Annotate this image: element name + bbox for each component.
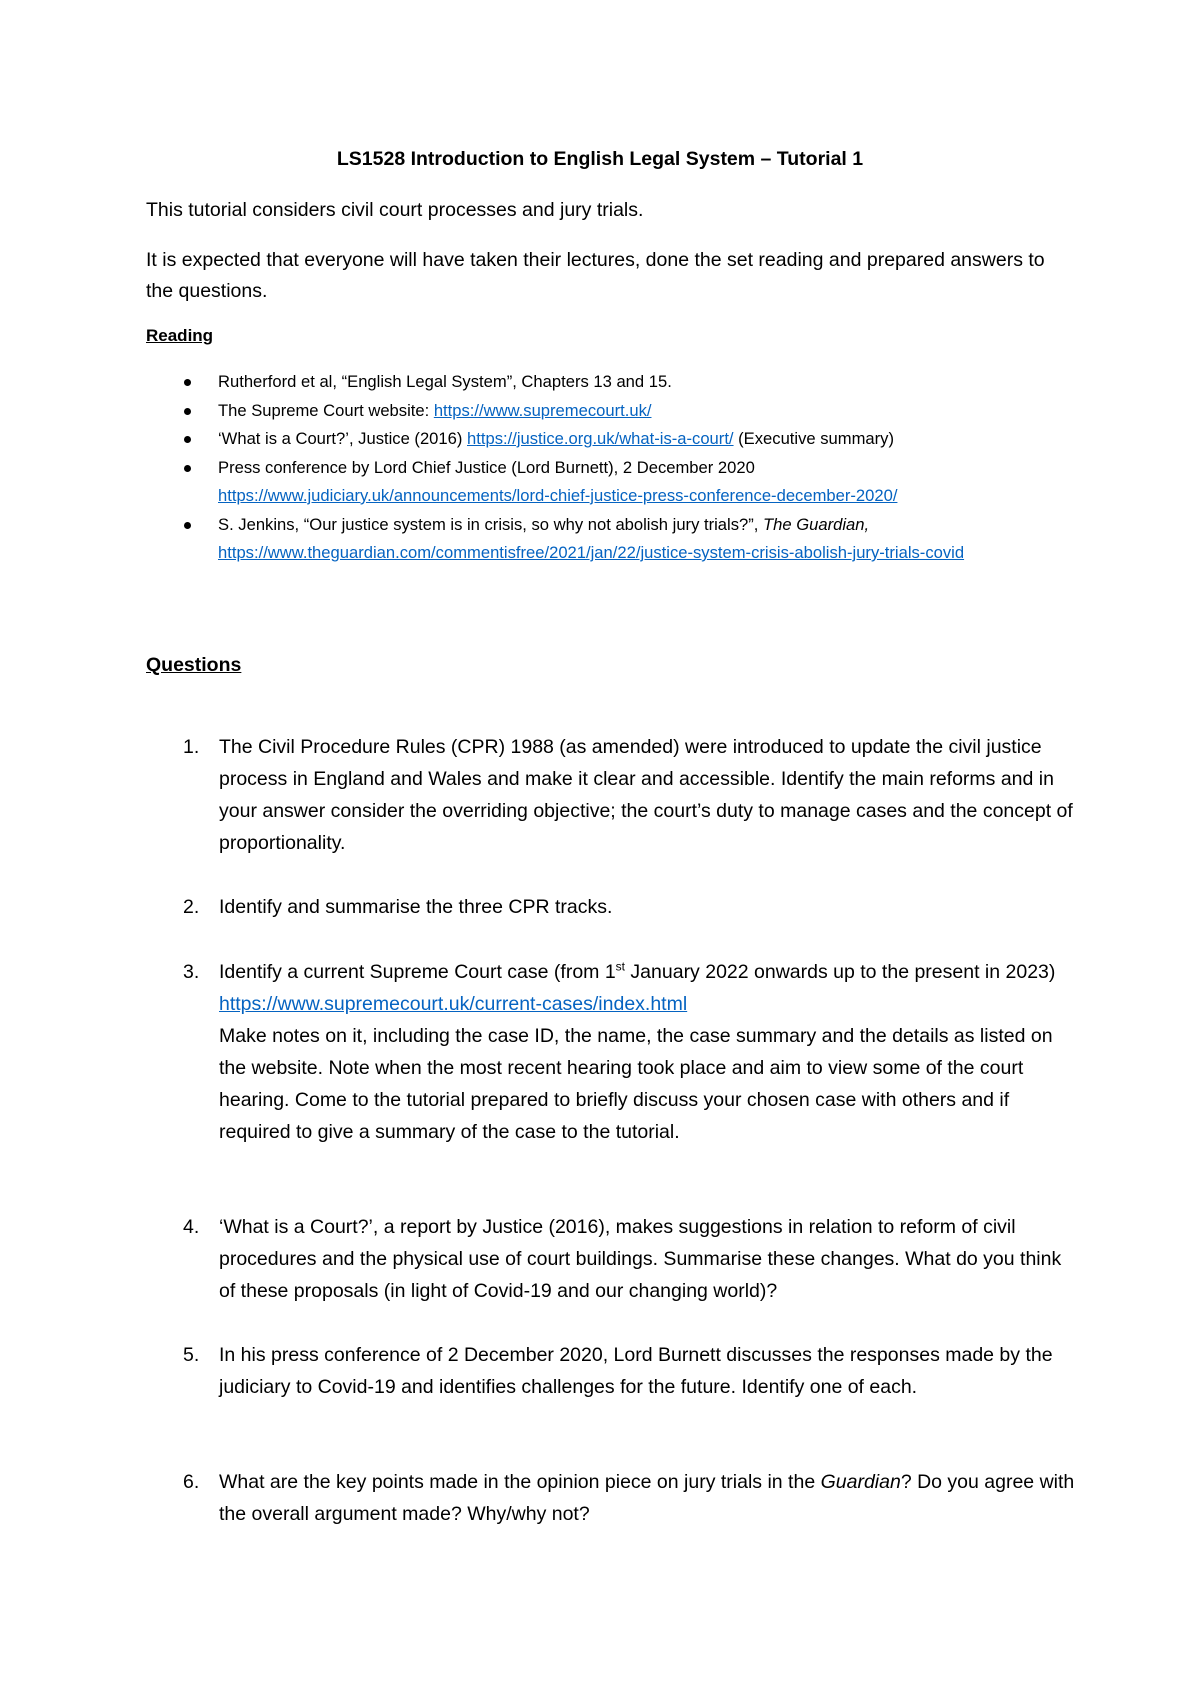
reading-item-text: Rutherford et al, “English Legal System”, Chapters 13 and 15. <box>218 372 672 391</box>
reading-item <box>146 397 1086 426</box>
justice-report-link[interactable]: https://justice.org.uk/what-is-a-court/ <box>467 429 734 448</box>
question-item <box>146 1211 1076 1307</box>
publication-name: Guardian <box>820 1471 901 1493</box>
bullet-icon <box>184 465 191 472</box>
reading-item-text: Press conference by Lord Chief Justice (Lord Burnett), 2 December 2020 <box>218 457 755 477</box>
question-text: Identify and summarise the three CPR tracks. <box>219 896 613 918</box>
question-text-part: January 2022 onwards up to the present in 2023) <box>625 961 1056 983</box>
question-item <box>146 891 1076 923</box>
reading-item <box>146 368 1086 397</box>
reading-item-suffix: (Executive summary) <box>733 429 894 448</box>
question-text <box>219 1466 1076 1530</box>
question-number: 5. <box>183 1344 200 1366</box>
question-item <box>146 1339 1076 1403</box>
publication-name: The Guardian, <box>763 514 870 534</box>
question-body <box>219 956 1076 1148</box>
reading-item <box>146 511 1086 568</box>
question-text: The Civil Procedure Rules (CPR) 1988 (as amended) were introduced to update the civil justice process in England and Wales and make it clear and accessible. Identify the main reforms and in your answer consider the overriding objective; the court’s duty to manage cases and the concept of proportionality. <box>219 736 1073 854</box>
bullet-icon <box>184 379 191 386</box>
question-text: ‘What is a Court?’, a report by Justice (2016), makes suggestions in relation to reform of civil procedures and the physical use of court buildings. Summarise these changes. What do you think of these proposals (in light of Covid-19 and our changing world)? <box>219 1216 1062 1302</box>
reading-item <box>146 425 1086 454</box>
reading-item-text: S. Jenkins, “Our justice system is in crisis, so why not abolish jury trials?”, <box>218 514 763 534</box>
bullet-icon <box>184 408 191 415</box>
expectation-paragraph: It is expected that everyone will have taken their lectures, done the set reading and prepared answers to the questions. <box>146 249 1045 302</box>
question-text-part: What are the key points made in the opinion piece on jury trials in the <box>219 1471 821 1493</box>
reading-item-text: ‘What is a Court?’, Justice (2016) <box>218 429 468 448</box>
question-text: In his press conference of 2 December 2020, Lord Burnett discusses the responses made by the judiciary to Covid-19 and identifies challenges for the future. Identify one of each. <box>219 1344 1053 1398</box>
supreme-court-link[interactable]: https://www.supremecourt.uk/ <box>433 400 652 420</box>
reading-list <box>146 368 1086 568</box>
questions-heading: Questions <box>146 654 242 676</box>
page-title: LS1528 Introduction to English Legal System – Tutorial 1 <box>336 148 864 170</box>
question-instructions: Make notes on it, including the case ID, the name, the case summary and the details as listed on the website. Note when the most recent hearing took place and aim to view some of the court hearing. Come to the tutorial prepared to briefly discuss your chosen case with others and if required to give a summary of the case to the tutorial. <box>219 1025 1053 1143</box>
question-item <box>146 1466 1076 1530</box>
reading-heading: Reading <box>146 326 214 345</box>
bullet-icon <box>184 522 191 529</box>
current-cases-link[interactable]: https://www.supremecourt.uk/current-cases/index.html <box>219 993 688 1015</box>
question-number: 2. <box>183 896 200 918</box>
bullet-icon <box>184 436 191 443</box>
question-text-part: Identify a current Supreme Court case (from 1 <box>219 961 616 983</box>
question-text <box>219 956 1076 988</box>
question-number: 4. <box>183 1216 200 1238</box>
intro-paragraph: This tutorial considers civil court processes and jury trials. <box>146 199 644 221</box>
guardian-article-link[interactable]: https://www.theguardian.com/commentisfree/2021/jan/22/justice-system-crisis-abolish-jury-trials-covid <box>218 543 965 562</box>
question-item <box>146 956 1076 1148</box>
reading-item <box>146 454 1086 511</box>
ordinal-suffix: st <box>615 959 626 974</box>
question-number: 3. <box>183 961 200 983</box>
question-item <box>146 731 1076 859</box>
question-number: 6. <box>183 1471 200 1493</box>
question-number: 1. <box>183 736 200 758</box>
judiciary-press-conference-link[interactable]: https://www.judiciary.uk/announcements/lord-chief-justice-press-conference-december-2020/ <box>218 486 898 505</box>
question-text-part: ? Do you agree with the overall argument made? Why/why not? <box>219 1471 1075 1525</box>
reading-item-text: The Supreme Court website: <box>218 400 434 420</box>
